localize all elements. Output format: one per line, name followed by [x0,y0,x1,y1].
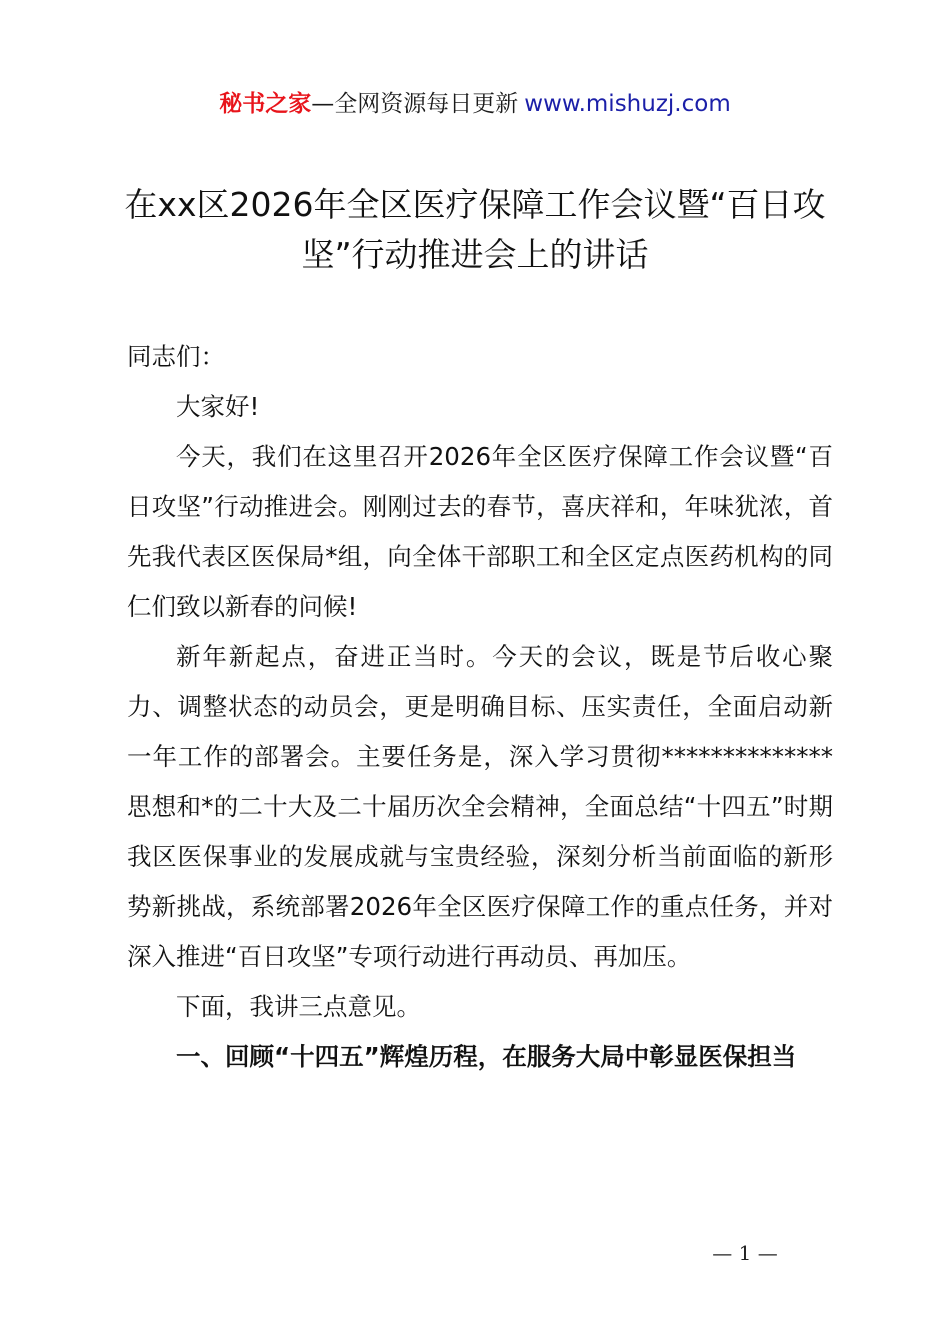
document-title: 在xx区2026年全区医疗保障工作会议暨“百日攻坚”行动推进会上的讲话 [124,185,826,274]
document-body [127,332,833,1082]
site-header [0,86,950,122]
paragraph-purpose: 新年新起点，奋进正当时。今天的会议，既是节后收心聚力、调整状态的动员会，更是明确目标、压实责任，全面启动新一年工作的部署会。主要任务是，深入学习贯彻**************思想和*的二十大及二十届历次全会精神，全面总结“十四五”时期我区医保事业的发展成就与宝贵经验，深刻分析当前面临的新形势新挑战，系统部署2026年全区医疗保障工作的重点任务，并对深入推进“百日攻坚”专项行动进行再动员、再加压。 [127,642,833,971]
page-number: — 1 — [712,1241,778,1265]
site-url-link[interactable]: www.mishuzj.com [524,91,731,117]
paragraph-greeting: 大家好! [176,392,260,421]
brand-name: 秘书之家 [219,91,312,117]
header-tagline: —全网资源每日更新 [311,91,519,117]
section-heading-1: 一、回顾“十四五”辉煌历程，在服务大局中彰显医保担当 [176,1042,797,1071]
paragraph-transition: 下面，我讲三点意见。 [176,992,421,1021]
paragraph-opening: 今天，我们在这里召开2026年全区医疗保障工作会议暨“百日攻坚”行动推进会。刚刚过去的春节，喜庆祥和，年味犹浓，首先我代表区医保局*组，向全体干部职工和全区定点医药机构的同仁们致以新春的问候! [127,442,833,621]
salutation: 同志们： [127,342,225,371]
